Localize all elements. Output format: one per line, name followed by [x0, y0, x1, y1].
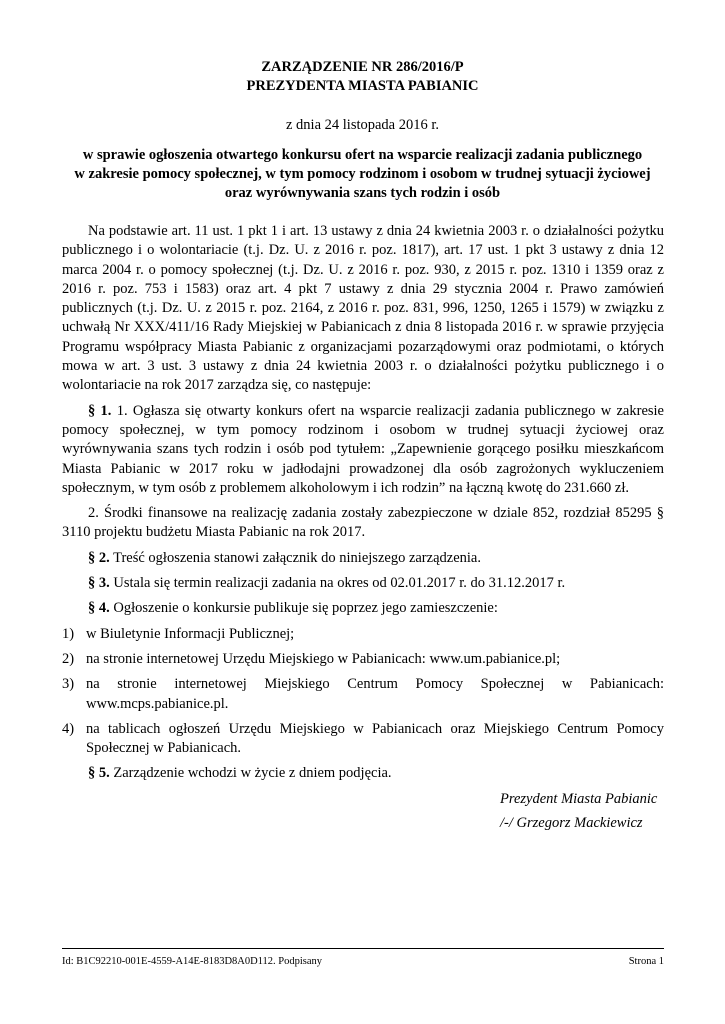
list-item — [62, 720, 664, 759]
list-item-text: na tablicach ogłoszeń Urzędu Miejskiego w Pabianicach oraz Miejskiego Centrum Pomocy Społecznej w Pabianicach. — [86, 720, 664, 757]
section-4-label: § 4. — [88, 600, 110, 617]
document-id: Id: B1C92210-001E-4559-A14E-8183D8A0D112. Podpisany — [62, 956, 323, 967]
list-item-number: 4) — [62, 720, 75, 737]
publication-list — [62, 625, 664, 759]
section-4-text: Ogłoszenie o konkursie publikuje się poprzez jego zamieszczenie: — [109, 600, 498, 617]
section-1-text: 1. Ogłasza się otwarty konkurs ofert na wsparcie realizacji zadania publicznego w zakresie pomocy społecznej, w tym pomocy rodzinom i osobom w trudnej sytuacji życiowej oraz wyrównywania szans tych rodzin i osób pod tytułem: „Zapewnienie gorącego posiłku mieszkańcom Miasta Pabianic w 2017 roku w jadłodajni prowadzonej dla osób zagrożonych wykluczeniem społecznym, w tym osób z problemem alkoholowym i ich rodzin” na łączną kwotę do 231.660 zł. — [62, 402, 664, 496]
preamble: Na podstawie art. 11 ust. 1 pkt 1 i art. 13 ustawy z dnia 24 kwietnia 2003 r. o działalności pożytku publicznego i o wolontariacie (t.j. Dz. U. z 2016 r. poz. 1817), art. 17 ust. 1 pkt 3 ustawy z dnia 12 marca 2004 r. o pomocy społecznej (t.j. Dz. U. z 2016 r. poz. 930, z 2015 r. poz. 1310 i 1359 oraz z 2016 r. poz. 753 i 1583) oraz art. 4 pkt 7 ustawy z dnia 29 stycznia 2004 r. Prawo zamówień publicznych (t.j. Dz. U. z 2015 r. poz. 2164, z 2016 r. poz. 831, 996, 1250, 1265 i 1579) w związku z uchwałą Nr XXX/411/16 Rady Miejskiej w Pabianicach z dnia 8 listopada 2016 r. w sprawie przyjęcia Programu współpracy Miasta Pabianic z organizacjami pozarządowymi oraz podmiotami, o których mowa w art. 3 ust. 3 ustawy z dnia 24 kwietnia 2003 r. o działalności pożytku publicznego i o wolontariacie na rok 2017 zarządza się, co następuje: — [62, 223, 664, 394]
footer-divider — [62, 948, 664, 949]
list-item-number: 2) — [62, 650, 75, 667]
page-footer — [62, 955, 664, 969]
section-2-text: Treść ogłoszenia stanowi załącznik do niniejszego zarządzenia. — [109, 549, 481, 566]
section-1-paragraph-1 — [62, 402, 664, 498]
signature-role: Prezydent Miasta Pabianic — [500, 791, 658, 807]
section-2 — [62, 549, 664, 568]
section-5-text: Zarządzenie wchodzi w życie z dniem podjęcia. — [109, 765, 392, 782]
subject-line-1: w sprawie ogłoszenia otwartego konkursu ofert na wsparcie realizacji zadania publicznego — [82, 147, 643, 163]
section-1-paragraph-2: 2. Środki finansowe na realizację zadania zostały zabezpieczone w dziale 852, rozdział 85295 § 3110 projektu budżetu Miasta Pabianic na rok 2017. — [62, 505, 664, 541]
list-item — [62, 625, 664, 644]
section-3 — [62, 574, 664, 593]
page-number: Strona 1 — [628, 956, 664, 967]
document-body — [62, 222, 664, 784]
signature-name: /-/ Grzegorz Mackiewicz — [500, 815, 643, 831]
list-item-text: na stronie internetowej Urzędu Miejskiego w Pabianicach: www.um.pabianice.pl; — [86, 650, 561, 667]
section-1-label: § 1. — [88, 402, 112, 419]
section-3-text: Ustala się termin realizacji zadania na okres od 02.01.2017 r. do 31.12.2017 r. — [109, 575, 566, 592]
document-title — [0, 58, 725, 96]
section-3-label: § 3. — [88, 575, 110, 592]
section-4 — [62, 599, 664, 618]
list-item-number: 3) — [62, 676, 75, 693]
list-item — [62, 675, 664, 714]
title-line-1: ZARZĄDZENIE NR 286/2016/P — [261, 59, 464, 75]
title-line-2: PREZYDENTA MIASTA PABIANIC — [246, 78, 479, 94]
section-5 — [62, 764, 664, 783]
list-item-text: w Biuletynie Informacji Publicznej; — [86, 625, 295, 642]
section-2-label: § 2. — [88, 549, 110, 566]
list-item-number: 1) — [62, 625, 75, 642]
list-item — [62, 650, 664, 669]
list-item-text: na stronie internetowej Miejskiego Centrum Pomocy Społecznej w Pabianicach: www.mcps.pabianice.pl. — [86, 676, 664, 712]
section-5-label: § 5. — [88, 765, 110, 782]
subject-line-2: w zakresie pomocy społecznej, w tym pomocy rodzinom i osobom w trudnej sytuacji życiowej — [74, 166, 651, 182]
subject-line-3: oraz wyrównywania szans tych rodzin i osób — [224, 185, 501, 201]
document-date: z dnia 24 listopada 2016 r. — [285, 117, 440, 133]
document-subject — [0, 146, 725, 203]
